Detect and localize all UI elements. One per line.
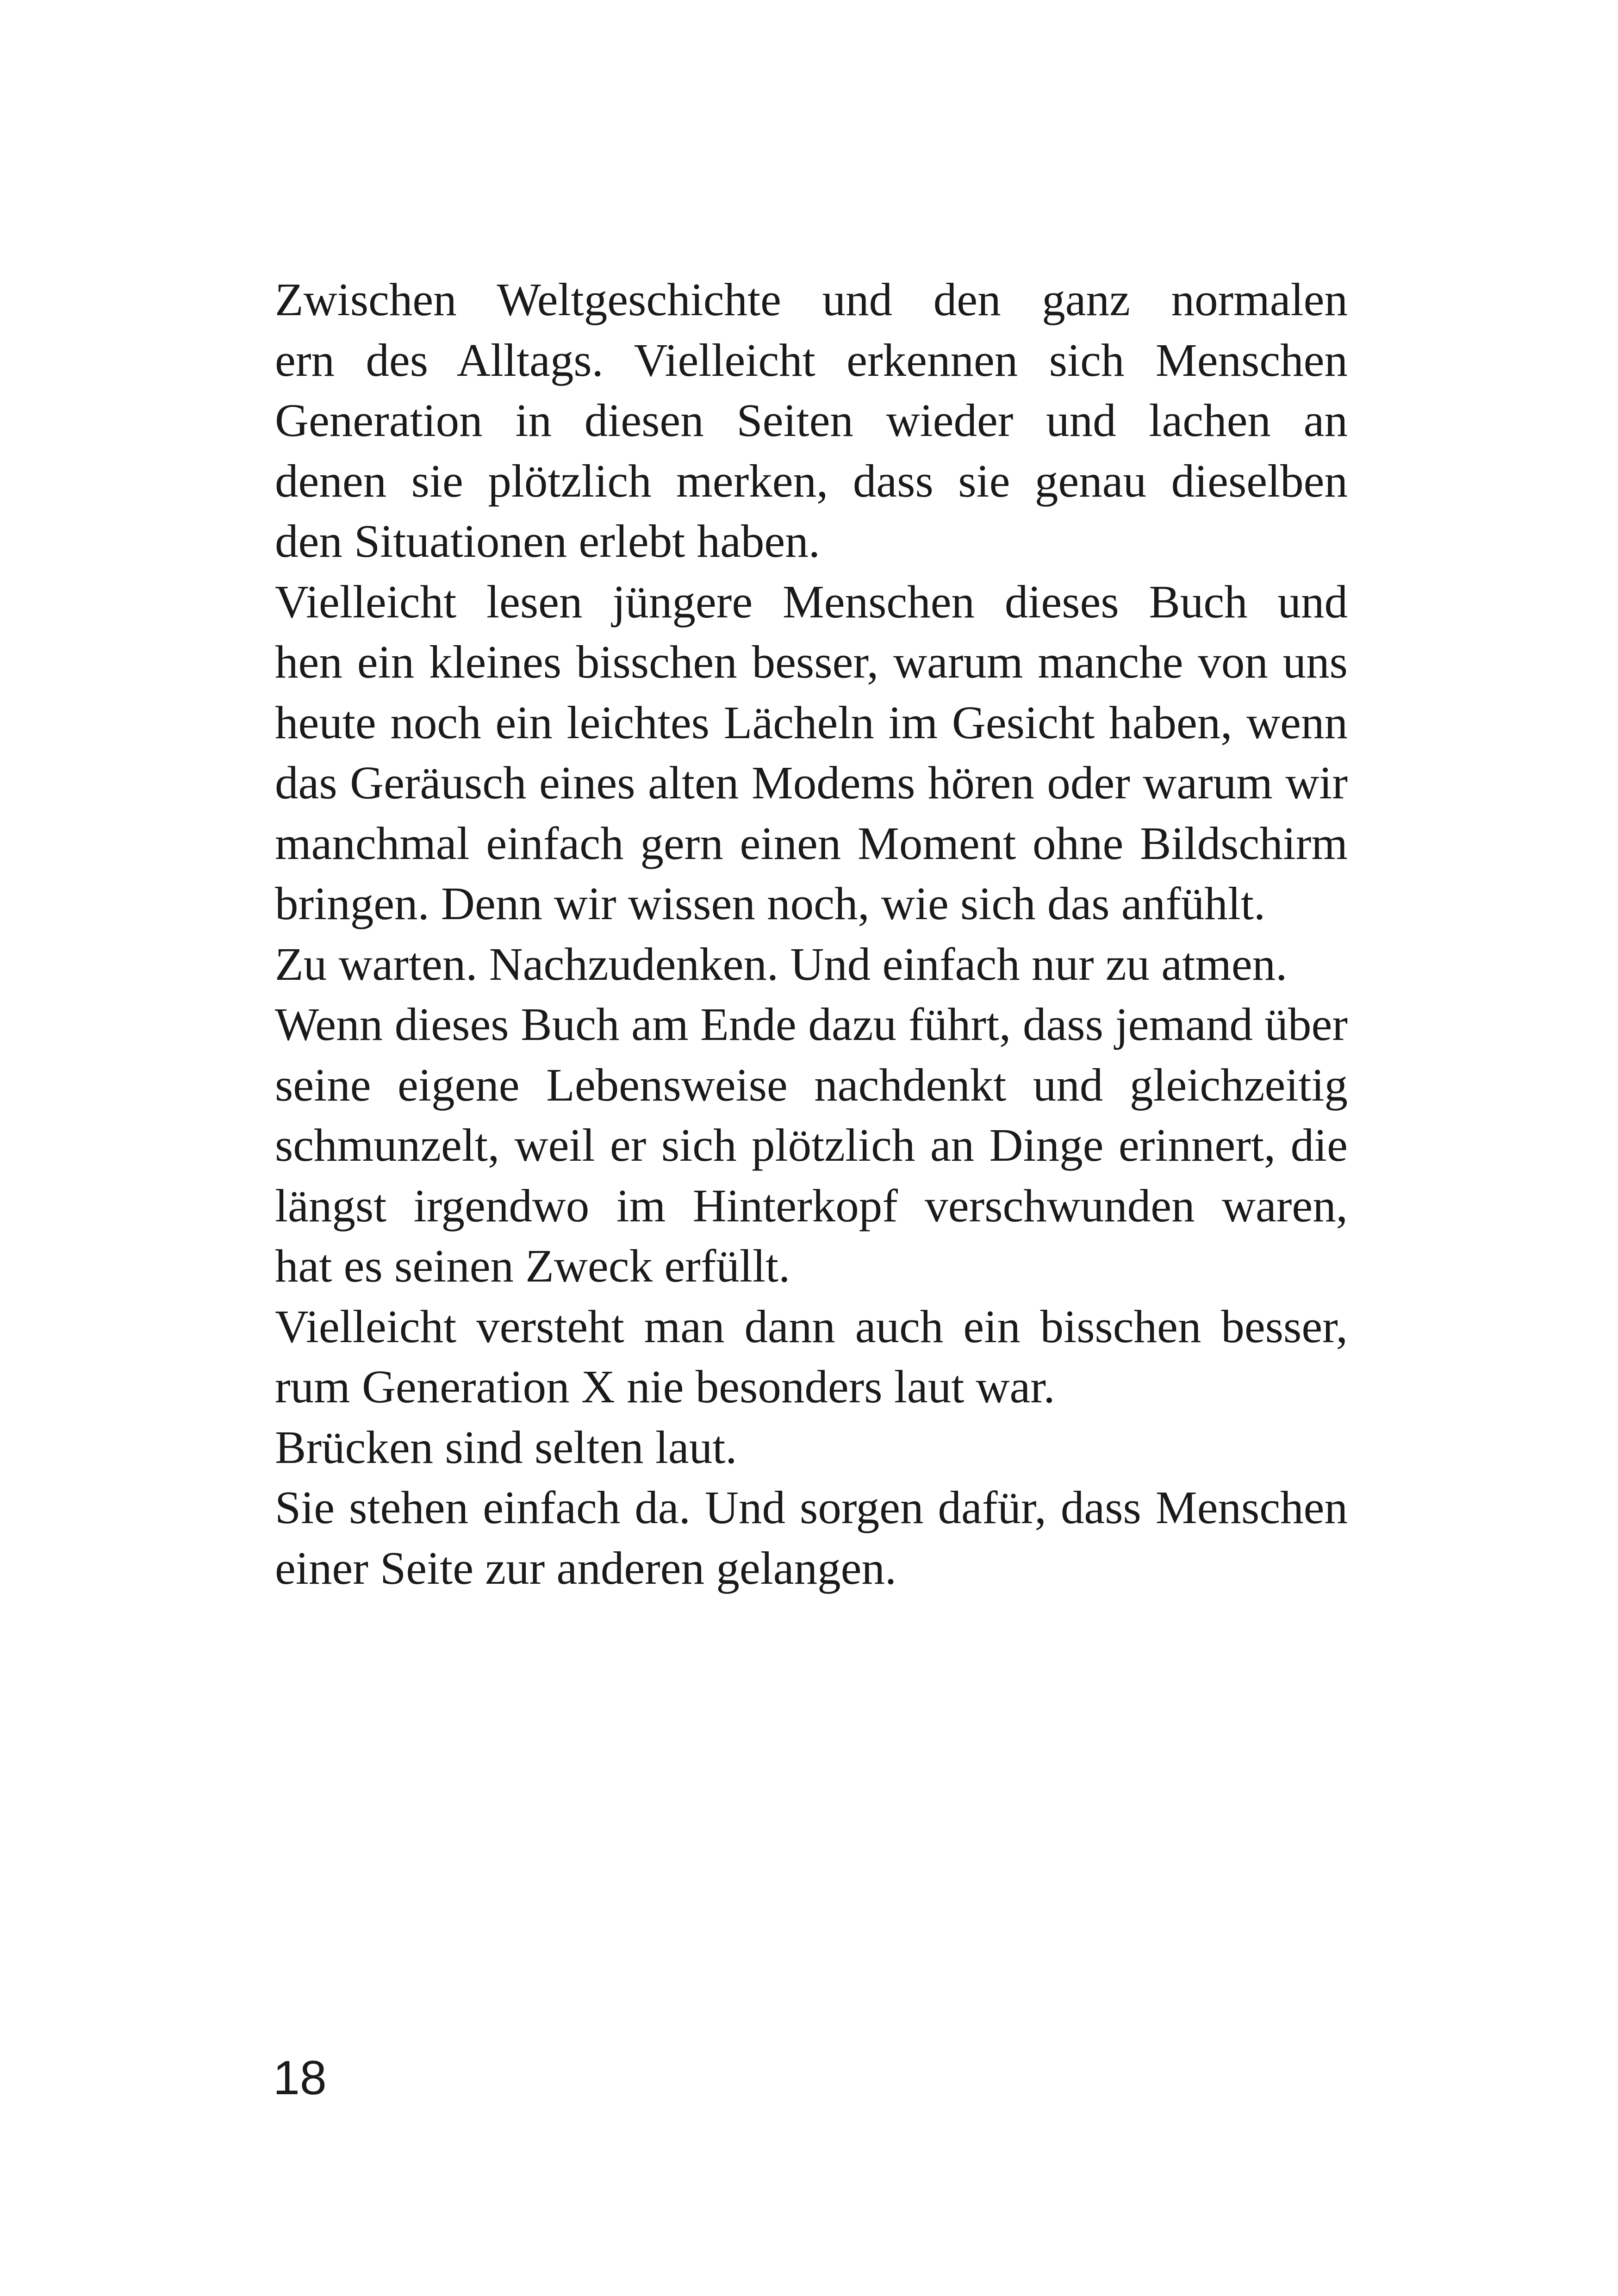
text-line: das Geräusch eines alten Modems hören oder warum wir: [275, 757, 1348, 809]
text-line: den Situationen erlebt haben.: [275, 515, 820, 567]
text-line: schmunzelt, weil er sich plötzlich an Dinge erinnert, die: [275, 1119, 1348, 1171]
text-line: Wenn dieses Buch am Ende dazu führt, dass jemand über: [275, 998, 1348, 1050]
text-line: bringen. Denn wir wissen noch, wie sich das anfühlt.: [275, 877, 1266, 929]
text-line: Vielleicht versteht man dann auch ein bisschen besser,: [275, 1300, 1348, 1352]
text-line: Brücken sind selten laut.: [275, 1421, 737, 1473]
text-line: rum Generation X nie besonders laut war.: [275, 1361, 1055, 1412]
text-line: Vielleicht lesen jüngere Menschen dieses Buch und: [275, 575, 1348, 628]
text-line: einer Seite zur anderen gelangen.: [275, 1542, 897, 1594]
text-line: hen ein kleines bisschen besser, warum manche von uns: [275, 636, 1348, 688]
page-number: 18: [273, 2051, 327, 2105]
text-line: manchmal einfach gern einen Moment ohne Bildschirm: [275, 817, 1348, 869]
text-line: seine eigene Lebensweise nachdenkt und gleichzeitig: [275, 1058, 1348, 1111]
text-line: denen sie plötzlich merken, dass sie genau dieselben: [275, 454, 1348, 507]
text-line: hat es seinen Zweck erfüllt.: [275, 1240, 790, 1292]
text-line: heute noch ein leichtes Lächeln im Gesicht haben, wenn: [275, 696, 1348, 748]
text-line: Generation in diesen Seiten wieder und lachen an: [275, 394, 1348, 446]
body-text: [275, 269, 1348, 1598]
text-line: ern des Alltags. Vielleicht erkennen sich Menschen: [275, 334, 1348, 386]
text-line: längst irgendwo im Hinterkopf verschwunden waren,: [275, 1179, 1348, 1232]
text-line: Sie stehen einfach da. Und sorgen dafür, dass Menschen: [275, 1481, 1348, 1533]
text-line: Zu warten. Nachzudenken. Und einfach nur zu atmen.: [275, 938, 1288, 990]
text-line: Zwischen Weltgeschichte und den ganz normalen: [275, 274, 1348, 325]
